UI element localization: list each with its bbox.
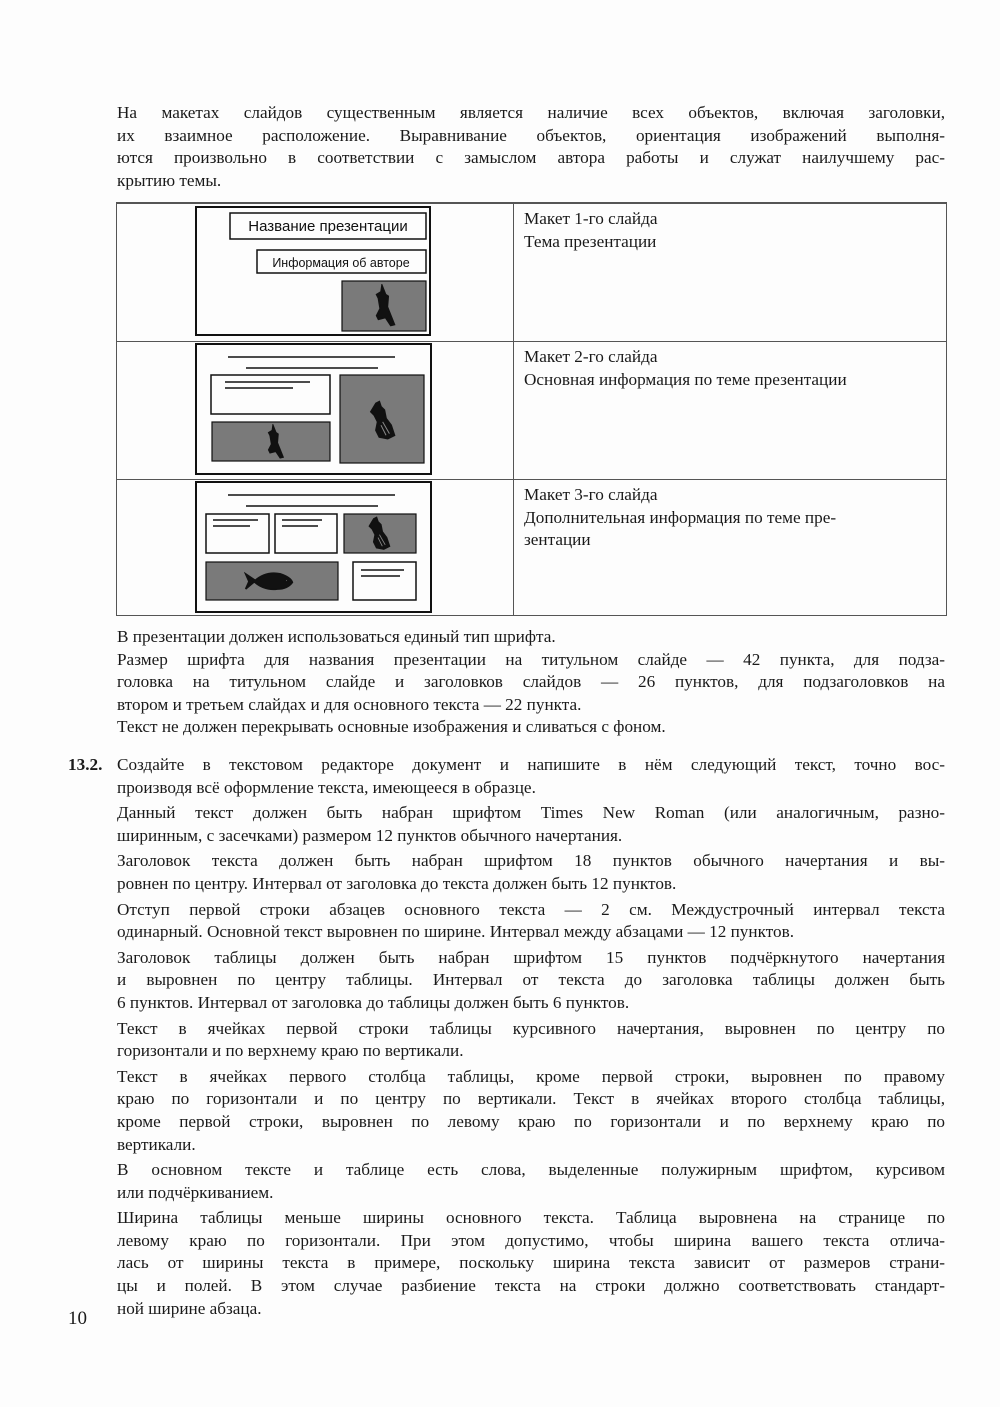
text-line: их взаимное расположение. Выравнивание объектов, ориентация изображений выполня- xyxy=(117,125,945,145)
paragraph xyxy=(117,649,945,717)
paragraph xyxy=(117,716,945,739)
text-line: головка на титульном слайде и заголовков слайдов — 26 пунктов, для подзаголовков на xyxy=(117,672,945,692)
text-line: краю по горизонтали и по центру по вертикали. Текст в ячейках второго столбца таблицы, xyxy=(117,1089,945,1109)
text-line: вертикали. xyxy=(117,1134,196,1154)
paragraph xyxy=(117,802,945,847)
slide-description: Тема презентации xyxy=(524,231,657,251)
text-line: Отступ первой строки абзацев основного текста — 2 см. Междустрочный интервал текста xyxy=(117,899,945,919)
text-line: производя всё оформление текста, имеющееся в образце. xyxy=(117,777,536,797)
text-line: лась от ширины текста в примере, поскольку ширина текста зависит от размеров страни- xyxy=(117,1253,945,1273)
text-line: В основном тексте и таблице есть слова, выделенные полужирным шрифтом, курсивом xyxy=(117,1160,945,1180)
text-line: Заголовок текста должен быть набран шрифтом 18 пунктов обычного начертания и вы- xyxy=(117,851,945,871)
paragraph xyxy=(117,899,945,944)
text-line: одинарный. Основной текст выровнен по ширине. Интервал между абзацами — 12 пунктов. xyxy=(117,922,795,942)
paragraph xyxy=(117,1207,945,1320)
text-line: цы и полей. В этом случае разбиение текста на строки должно соответствовать стандарт- xyxy=(117,1276,945,1296)
slide-title-placeholder: Название презентации xyxy=(248,218,408,235)
text-line: На макетах слайдов существенным является наличие всех объектов, включая заголовки, xyxy=(117,103,945,122)
page-number: 10 xyxy=(68,1308,87,1329)
text-line: ширинным, с засечками) размером 12 пунктов обычного начертания. xyxy=(117,825,623,845)
slide-caption: Макет 1-го слайда xyxy=(524,209,658,228)
text-line: ной ширине абзаца. xyxy=(117,1298,262,1318)
text-line: 6 пунктов. Интервал от заголовка до таблицы должен быть 6 пунктов. xyxy=(117,992,630,1012)
slide-3-thumbnail xyxy=(196,482,431,612)
text-line: крытию темы. xyxy=(117,170,222,190)
slide-description: Основная информация по теме презентации xyxy=(524,369,847,389)
paragraph xyxy=(117,626,945,649)
task-number: 13.2. xyxy=(68,755,103,774)
paragraph xyxy=(117,1066,945,1156)
text-line: левому краю по горизонтали. При этом допустимо, чтобы ширина вашего текста отлича- xyxy=(117,1230,945,1250)
slide-layout-drawings xyxy=(0,0,1000,700)
text-line: ются произвольно в соответствии с замыслом автора работы и служат наилучшему рас- xyxy=(117,148,945,168)
slide-caption: Макет 2-го слайда xyxy=(524,347,658,366)
text-line: В презентации должен использоваться единый тип шрифта. xyxy=(117,627,556,646)
paragraph xyxy=(117,1018,945,1063)
text-line: Заголовок таблицы должен быть набран шрифтом 15 пунктов подчёркнутого начертания xyxy=(117,947,945,967)
text-line: ровнен по центру. Интервал от заголовка до текста должен быть 12 пунктов. xyxy=(117,873,677,893)
slide-description: Дополнительная информация по теме пре- зентации xyxy=(524,507,837,550)
paragraph xyxy=(117,1159,945,1204)
text-line: горизонтали и по верхнему краю по вертикали. xyxy=(117,1041,464,1061)
slide-2-thumbnail xyxy=(196,344,431,474)
text-line: Текст в ячейках первой строки таблицы курсивного начертания, выровнен по центру по xyxy=(117,1018,945,1038)
text-line: и выровнен по центру таблицы. Интервал от текста до заголовка таблицы должен быть xyxy=(117,970,945,990)
text-line: или подчёркиванием. xyxy=(117,1182,274,1202)
text-line: Создайте в текстовом редакторе документ и напишите в нём следующий текст, точно вос- xyxy=(117,755,945,774)
paragraph xyxy=(117,754,945,799)
text-line: Ширина таблицы меньше ширины основного текста. Таблица выровнена на странице по xyxy=(117,1208,945,1228)
paragraph xyxy=(117,947,945,1015)
slide-author-placeholder: Информация об авторе xyxy=(272,256,410,270)
text-line: Данный текст должен быть набран шрифтом Times New Roman (или аналогичным, разно- xyxy=(117,803,945,823)
text-line: кроме первой строки, выровнен по левому краю по горизонтали и по верхнему краю по xyxy=(117,1111,945,1131)
text-line: Размер шрифта для названия презентации на титульном слайде — 42 пункта, для подза- xyxy=(117,649,945,669)
slide-caption: Макет 3-го слайда xyxy=(524,485,658,504)
paragraph xyxy=(117,850,945,895)
font-requirements xyxy=(117,626,945,739)
task-13-2-text xyxy=(117,754,945,1320)
text-line: втором и третьем слайдах и для основного текста — 22 пункта. xyxy=(117,694,582,714)
text-line: Текст в ячейках первого столбца таблицы, кроме первой строки, выровнен по правому xyxy=(117,1066,945,1086)
text-line: Текст не должен перекрывать основные изображения и сливаться с фоном. xyxy=(117,717,666,737)
